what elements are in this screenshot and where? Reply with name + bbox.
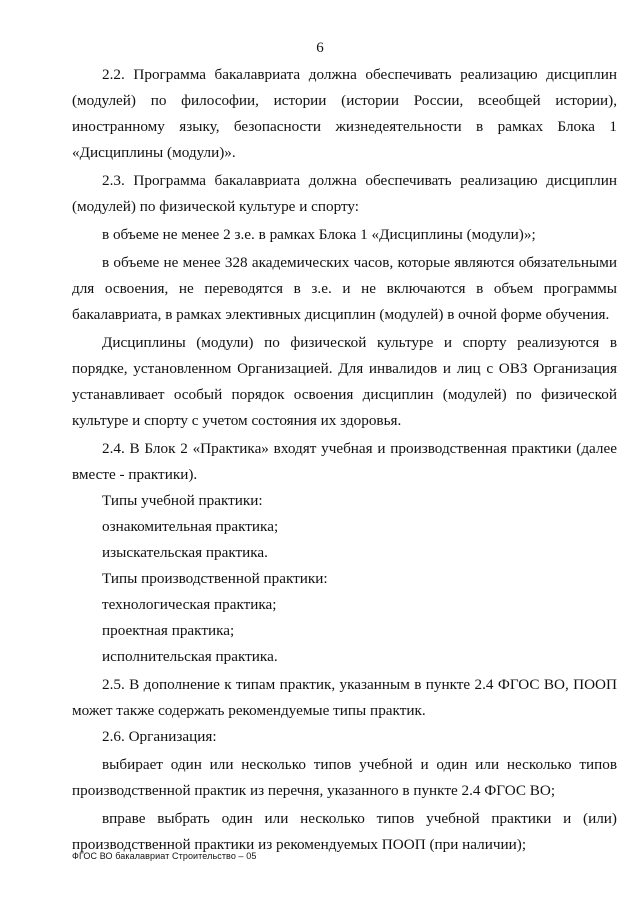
list-heading-production-practice: Типы производственной практики: bbox=[102, 570, 328, 587]
paragraph-may-choose: вправе выбрать один или несколько типов учебной практики и (или) производственной практики из рекомендуемых ПООП (при наличии); bbox=[72, 810, 617, 853]
paragraph-2-6: 2.6. Организация: bbox=[102, 728, 217, 745]
list-heading-educational-practice: Типы учебной практики: bbox=[102, 492, 263, 509]
paragraph-2-4: 2.4. В Блок 2 «Практика» входят учебная и производственная практики (далее вместе - практики). bbox=[72, 440, 617, 483]
paragraph-2-5: 2.5. В дополнение к типам практик, указанным в пункте 2.4 ФГОС ВО, ПООП может также содержать рекомендуемые типы практик. bbox=[72, 676, 617, 719]
paragraph-chooses-types: выбирает один или несколько типов учебной и один или несколько типов производственной практик из перечня, указанного в пункте 2.4 ФГОС ВО; bbox=[72, 756, 617, 799]
paragraph-2-3: 2.3. Программа бакалавриата должна обеспечивать реализацию дисциплин (модулей) по физической культуре и спорту: bbox=[72, 172, 617, 215]
paragraph-2-2: 2.2. Программа бакалавриата должна обеспечивать реализацию дисциплин (модулей) по философии, истории (истории России, всеобщей истории), иностранному языку, безопасности жизнедеятельности в рамках Блока 1 «Дисциплины (модули)». bbox=[72, 66, 617, 161]
document-body bbox=[72, 62, 617, 858]
list-item: ознакомительная практика; bbox=[102, 518, 279, 535]
list-item: исполнительская практика. bbox=[102, 648, 278, 665]
list-item: изыскательская практика. bbox=[102, 544, 268, 561]
list-item: технологическая практика; bbox=[102, 596, 277, 613]
page-number: 6 bbox=[316, 40, 324, 56]
paragraph-volume-ze: в объеме не менее 2 з.е. в рамках Блока 1 «Дисциплины (модули)»; bbox=[102, 226, 536, 243]
paragraph-volume-hours: в объеме не менее 328 академических часов, которые являются обязательными для освоения, не переводятся в з.е. и не включаются в объем программы бакалавриата, в рамках элективных дисциплин (модулей) в очной форме обучения. bbox=[72, 254, 617, 323]
page-footer: ФГОС ВО бакалавриат Строительство – 05 bbox=[72, 851, 257, 861]
paragraph-pe-order: Дисциплины (модули) по физической культуре и спорту реализуются в порядке, установленном Организацией. Для инвалидов и лиц с ОВЗ Организация устанавливает особый порядок освоения дисциплин (модулей) по физической культуре и спорту с учетом состояния их здоровья. bbox=[72, 334, 617, 429]
list-item: проектная практика; bbox=[102, 622, 235, 639]
